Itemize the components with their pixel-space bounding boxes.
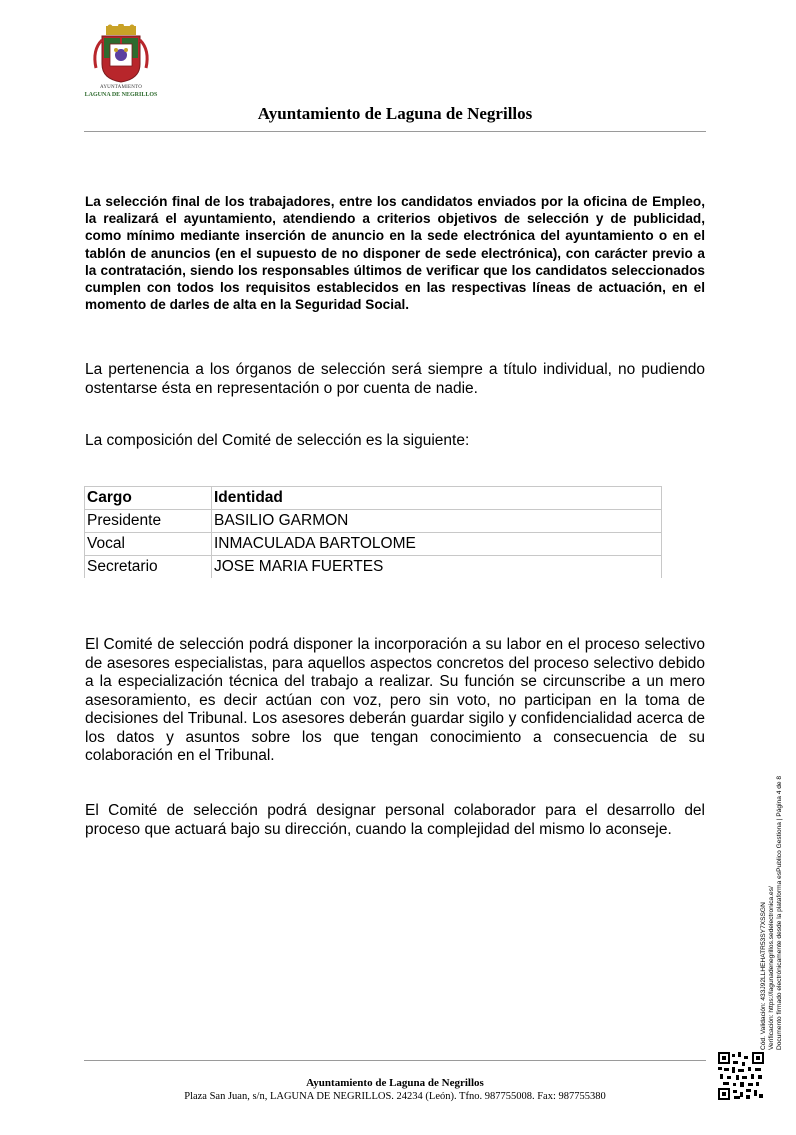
table-row <box>85 556 662 579</box>
verification-side-text <box>760 776 784 1050</box>
table-header-row <box>85 487 662 510</box>
paragraph-collaborators: El Comité de selección podrá designar personal colaborador para el desarrollo del proceso que actuará bajo su dirección, cuando la complejidad del mismo lo aconseje. <box>85 802 705 838</box>
header-divider <box>84 131 706 132</box>
paragraph-membership: La pertenencia a los órganos de selección será siempre a título individual, no pudiendo ostentarse ésta en representación o por cuenta de nadie. <box>85 361 705 397</box>
paragraph-advisors: El Comité de selección podrá disponer la incorporación a su labor en el proceso selectivo de asesores especialistas, para aquellos aspectos concretos del proceso selectivo debido a la especialización técnica del trabajo a realizar. Su función se circunscribe a un mero asesoramiento, es decir actúan con voz, pero sin voto, no participan en la toma de decisiones del Tribunal. Los asesores deberán guardar sigilo y confidencialidad acerca de los datos y asuntos sobre los que tengan conocimiento a consecuencia de su colaboración en el Tribunal. <box>85 636 705 764</box>
verification-url-line: Verificación: https://lagunadenegrillos.sedelectronica.es/ <box>768 886 775 1050</box>
validation-code-line: Cód. Validación: 433J92LLHEHATR53SY7XSSGN <box>760 902 767 1050</box>
table-cell-identidad: INMACULADA BARTOLOME <box>212 533 662 556</box>
paragraph-committee-intro: La composición del Comité de selección es la siguiente: <box>85 432 470 449</box>
table-cell-identidad: BASILIO GARMON <box>212 510 662 533</box>
footer-address: Plaza San Juan, s/n, LAGUNA DE NEGRILLOS. 24234 (León). Tfno. 987755008. Fax: 987755380 <box>184 1091 606 1102</box>
signature-note-line: Documento firmado electrónicamente desde la plataforma esPublico Gestiona | Página 4 de 8 <box>776 775 783 1050</box>
table-row <box>85 533 662 556</box>
logo-caption-line1: AYUNTAMIENTO <box>100 85 142 90</box>
paragraph-selection-criteria: La selección final de los trabajadores, entre los candidatos enviados por la oficina de Empleo, la realizará el ayuntamiento, atendiendo a criterios objetivos de selección y de publicidad, como mínimo mediante inserción de anuncio en la sede electrónica del ayuntamiento o en el tablón de anuncios (en el supuesto de no disponer de sede electrónica), con carácter previo a la contratación, siendo los responsables últimos de verificar que los candidatos seleccionados cumplen con todos los requisitos establecidos en las respectivas líneas de actuación, en el momento de darles de alta en la Seguridad Social. <box>85 194 705 313</box>
footer-divider <box>84 1060 706 1061</box>
footer-title: Ayuntamiento de Laguna de Negrillos <box>306 1077 484 1089</box>
table-row <box>85 510 662 533</box>
logo-caption-line2: LAGUNA DE NEGRILLOS <box>84 92 158 98</box>
table-header-cargo: Cargo <box>85 487 212 510</box>
table-cell-cargo: Secretario <box>85 556 212 579</box>
table-cell-cargo: Presidente <box>85 510 212 533</box>
table-cell-identidad: JOSE MARIA FUERTES <box>212 556 662 579</box>
coat-of-arms-icon <box>80 24 162 84</box>
page-header-title: Ayuntamiento de Laguna de Negrillos <box>257 104 533 123</box>
table-header-identidad: Identidad <box>212 487 662 510</box>
table-cell-cargo: Vocal <box>85 533 212 556</box>
municipal-coat-of-arms-logo <box>80 24 162 100</box>
committee-table <box>84 486 662 578</box>
qr-code-icon <box>718 1052 764 1100</box>
